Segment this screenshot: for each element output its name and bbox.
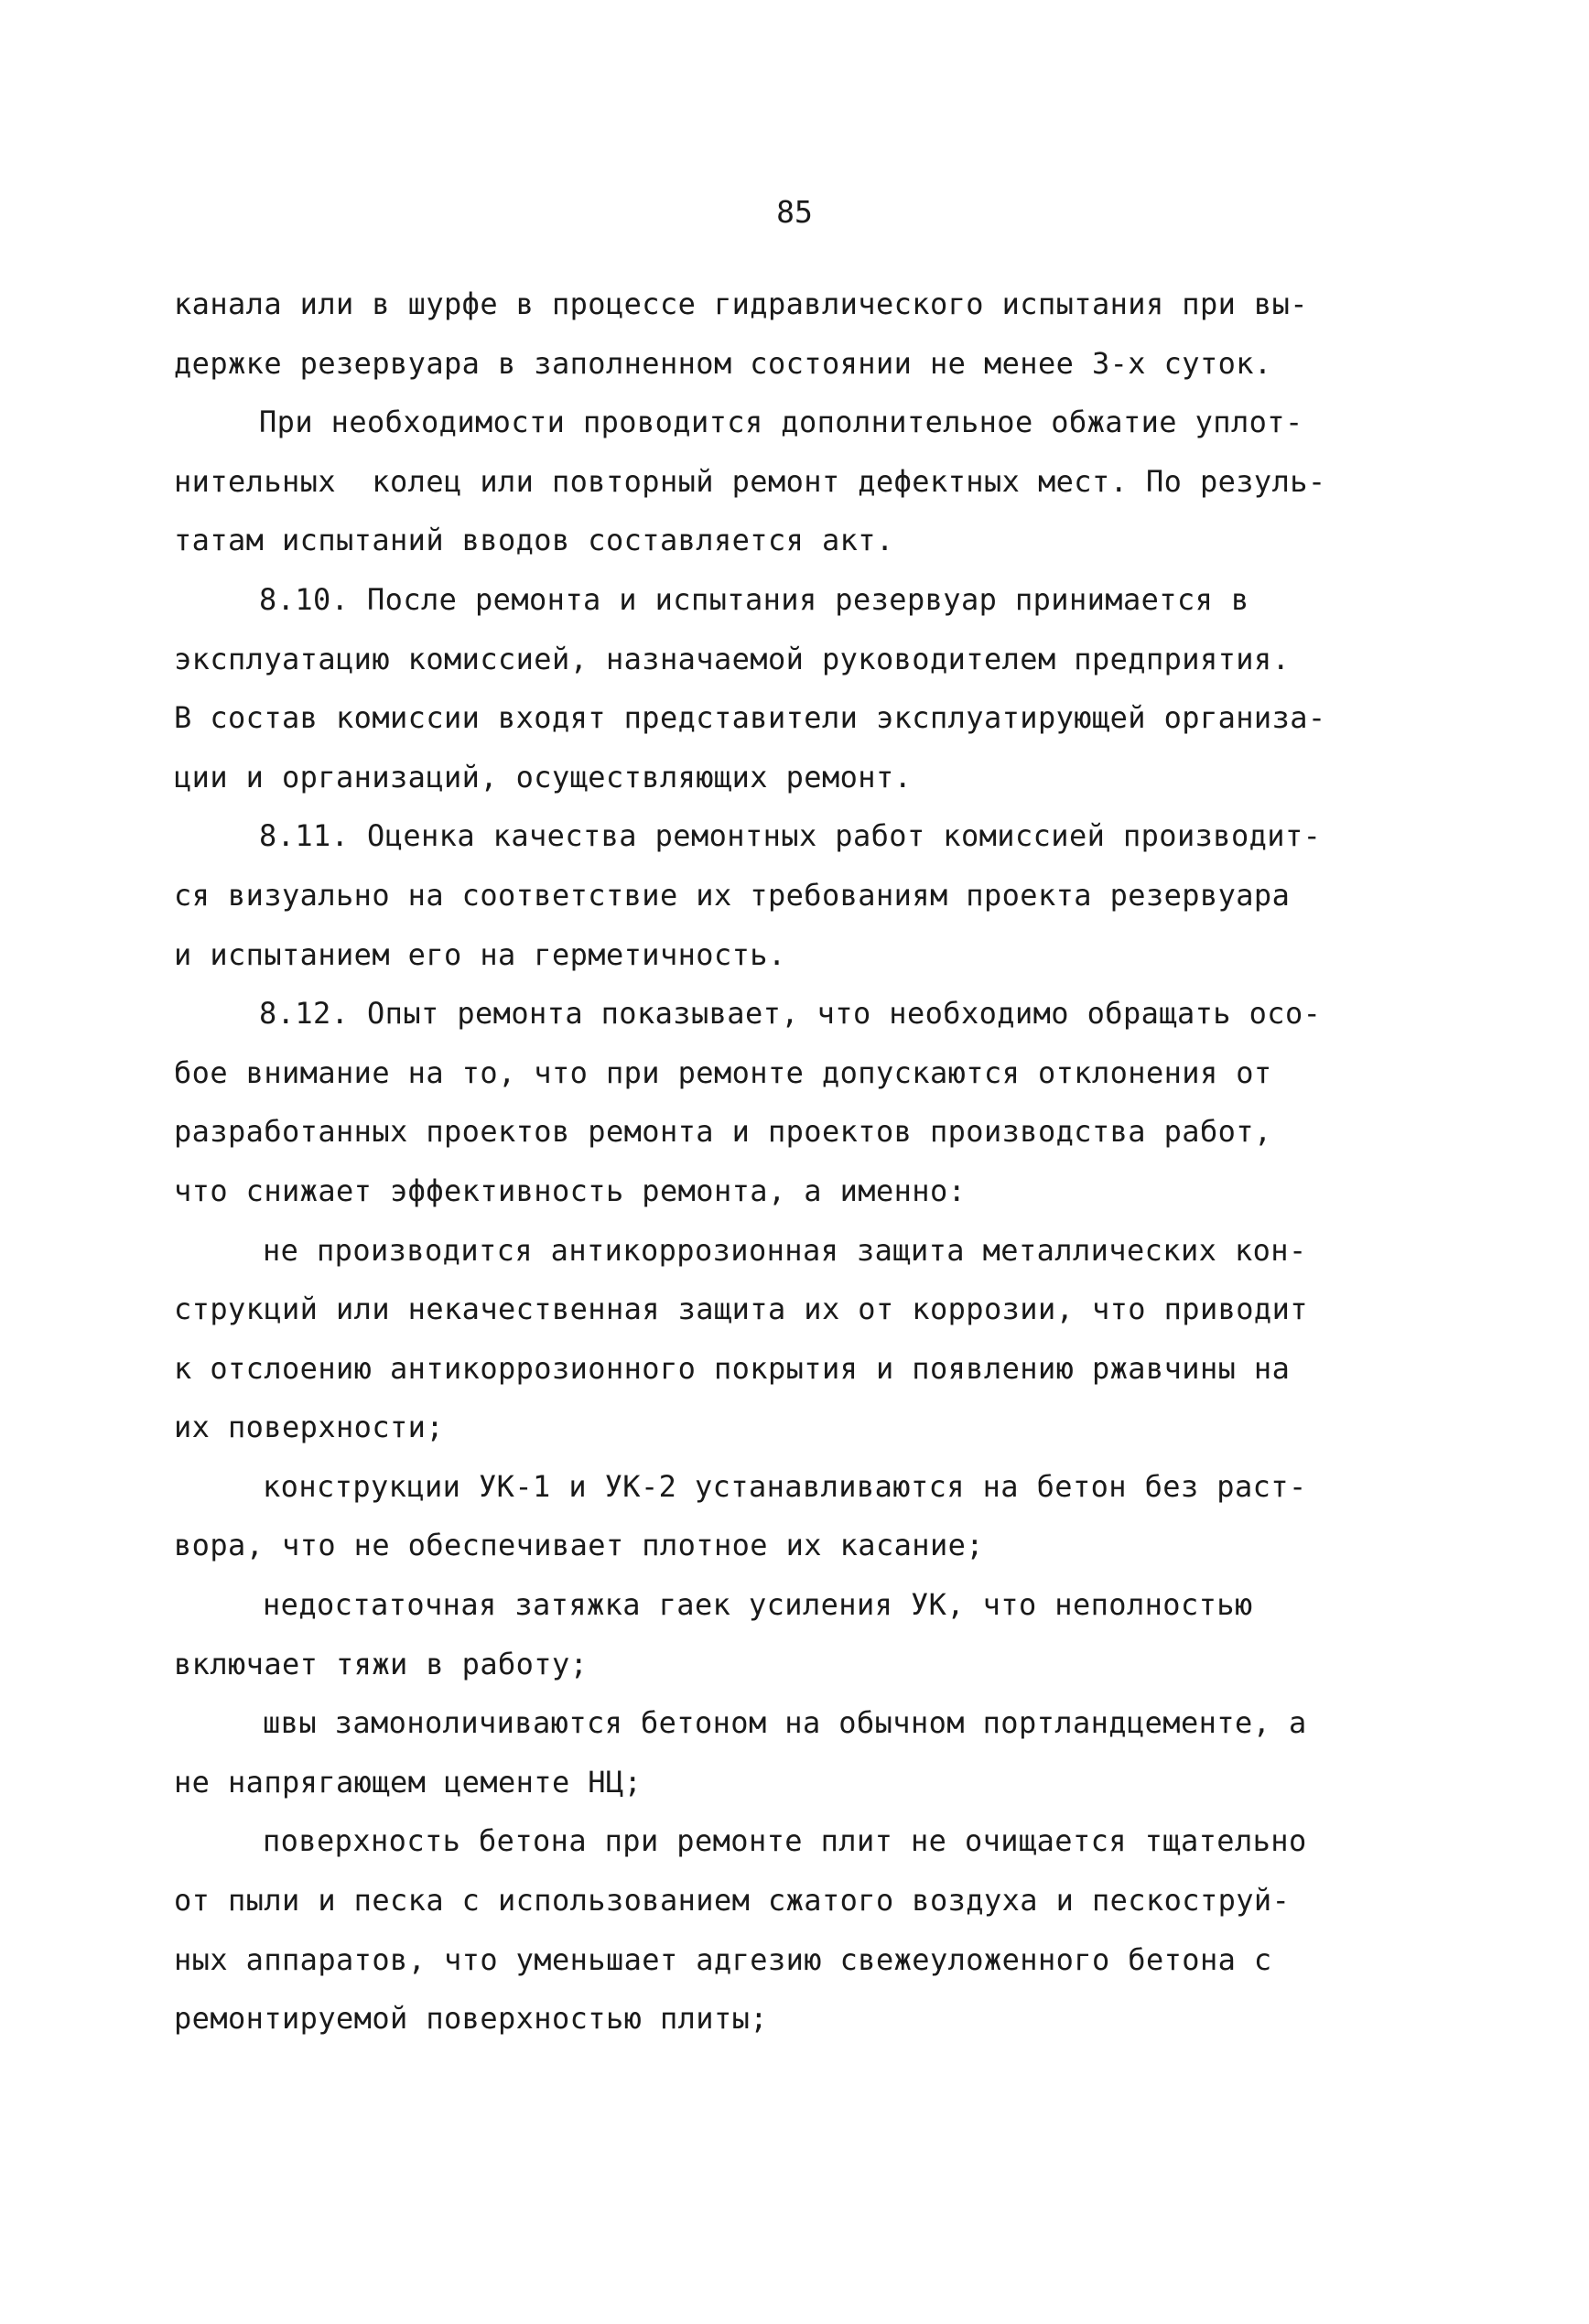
text-line: что снижает эффективность ремонта, а именно: <box>174 1173 967 1208</box>
text-line: нительных колец или повторный ремонт дефектных мест. По резуль- <box>174 463 1326 499</box>
document-body <box>174 275 1364 2048</box>
text-line: ных аппаратов, что уменьшает адгезию свежеуложенного бетона с <box>174 1941 1272 1977</box>
text-line: и испытанием его на герметичность. <box>174 936 786 972</box>
text-line: ся визуально на соответствие их требованиям проекта резервуара <box>174 877 1291 913</box>
text-line: не напрягающем цементе НЦ; <box>174 1764 643 1800</box>
text-line: к отслоению антикоррозионного покрытия и появлению ржавчины на <box>174 1350 1291 1386</box>
page-number: 85 <box>776 194 813 230</box>
text-line: В состав комиссии входят представители эксплуатирующей организа- <box>174 700 1326 736</box>
text-line: 8.10. После ремонта и испытания резервуар принимается в <box>259 581 1249 617</box>
text-line: конструкции УК-1 и УК-2 устанавливаются на бетон без раст- <box>263 1468 1307 1504</box>
text-line: ции и организаций, осуществляющих ремонт. <box>174 759 913 794</box>
text-line: не производится антикоррозионная защита металлических кон- <box>263 1232 1307 1268</box>
text-line: эксплуатацию комиссией, назначаемой руководителем предприятия. <box>174 641 1291 676</box>
text-line: недостаточная затяжка гаек усиления УК, что неполностью <box>263 1587 1253 1623</box>
text-line: 8.11. Оценка качества ремонтных работ комиссией производит- <box>259 818 1322 854</box>
text-line: разработанных проектов ремонта и проектов производства работ, <box>174 1114 1272 1150</box>
text-line: бое внимание на то, что при ремонте допускаются отклонения от <box>174 1054 1272 1090</box>
text-line: держке резервуара в заполненном состоянии не менее 3-х суток. <box>174 345 1272 381</box>
text-line: поверхность бетона при ремонте плит не очищается тщательно <box>263 1823 1307 1859</box>
text-line: канала или в шурфе в процессе гидравлического испытания при вы- <box>174 286 1308 321</box>
text-line: вора, что не обеспечивает плотное их касание; <box>174 1528 984 1563</box>
text-line: от пыли и песка с использованием сжатого воздуха и пескоструй- <box>174 1883 1291 1919</box>
text-line: 8.12. Опыт ремонта показывает, что необходимо обращать осо- <box>259 996 1322 1032</box>
text-line: струкций или некачественная защита их от коррозии, что приводит <box>174 1292 1308 1327</box>
text-line: швы замоноличиваются бетоном на обычном портландцементе, а <box>263 1705 1307 1741</box>
text-line: ремонтируемой поверхностью плиты; <box>174 2001 768 2037</box>
text-line: включает тяжи в работу; <box>174 1646 589 1681</box>
text-line: их поверхности; <box>174 1410 444 1445</box>
text-line: При необходимости проводится дополнительное обжатие уплот- <box>259 405 1303 440</box>
text-line: татам испытаний вводов составляется акт. <box>174 523 894 558</box>
